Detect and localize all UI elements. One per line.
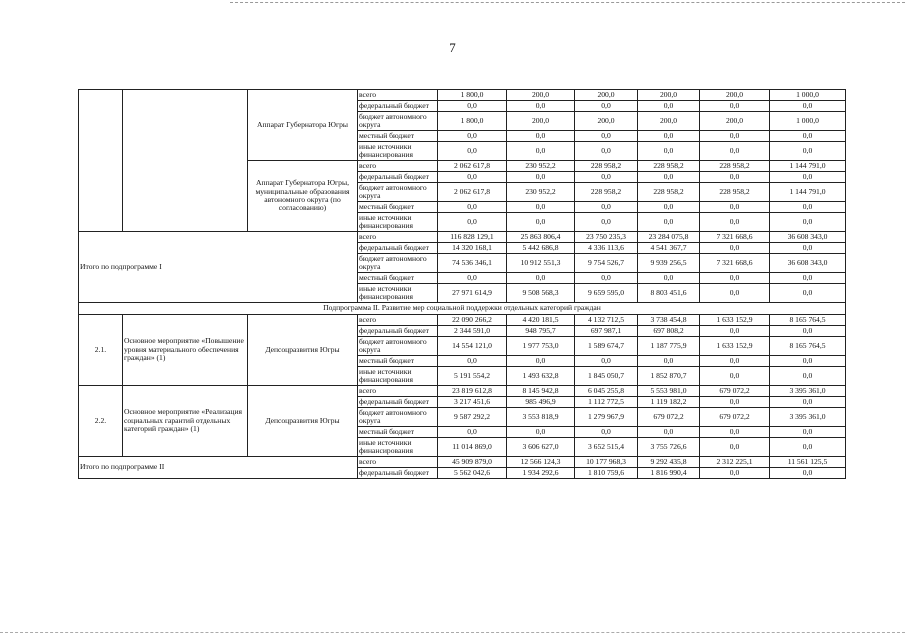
value-cell: 0,0 xyxy=(770,367,846,386)
value-cell: 36 608 343,0 xyxy=(770,232,846,243)
value-cell: 4 420 181,5 xyxy=(507,315,575,326)
value-cell: 228 958,2 xyxy=(700,161,770,172)
value-cell: 3 395 361,0 xyxy=(770,408,846,427)
value-cell: 11 561 125,5 xyxy=(770,457,846,468)
value-cell: 0,0 xyxy=(507,356,575,367)
value-cell: 985 496,9 xyxy=(507,397,575,408)
value-cell: 1 144 791,0 xyxy=(770,161,846,172)
value-cell: 36 608 343,0 xyxy=(770,254,846,273)
value-cell: 1 845 050,7 xyxy=(575,367,638,386)
value-cell: 0,0 xyxy=(700,438,770,457)
value-cell: 1 279 967,9 xyxy=(575,408,638,427)
value-cell: 0,0 xyxy=(438,142,507,161)
source-label: бюджет автономного округа xyxy=(358,183,438,202)
value-cell: 0,0 xyxy=(575,356,638,367)
value-cell: 2 344 591,0 xyxy=(438,326,507,337)
value-cell: 1 800,0 xyxy=(438,90,507,101)
value-cell: 1 934 292,6 xyxy=(507,468,575,479)
value-cell: 1 977 753,0 xyxy=(507,337,575,356)
table-row xyxy=(79,232,846,243)
value-cell: 1 633 152,9 xyxy=(700,315,770,326)
scan-top-edge xyxy=(230,2,905,3)
value-cell: 10 912 551,3 xyxy=(507,254,575,273)
value-cell: 0,0 xyxy=(638,131,700,142)
value-cell: 0,0 xyxy=(770,101,846,112)
value-cell: 0,0 xyxy=(700,131,770,142)
value-cell: 228 958,2 xyxy=(638,161,700,172)
source-label: бюджет автономного округа xyxy=(358,254,438,273)
value-cell: 0,0 xyxy=(700,356,770,367)
value-cell: 1 000,0 xyxy=(770,90,846,101)
source-label: федеральный бюджет xyxy=(358,397,438,408)
value-cell: 0,0 xyxy=(700,367,770,386)
value-cell: 2 312 225,1 xyxy=(700,457,770,468)
value-cell: 3 738 454,8 xyxy=(638,315,700,326)
value-cell: 200,0 xyxy=(638,112,700,131)
value-cell: 697 987,1 xyxy=(575,326,638,337)
value-cell: 0,0 xyxy=(438,273,507,284)
value-cell: 5 191 554,2 xyxy=(438,367,507,386)
value-cell: 9 659 595,0 xyxy=(575,284,638,303)
value-cell: 0,0 xyxy=(700,202,770,213)
value-cell: 22 090 266,2 xyxy=(438,315,507,326)
value-cell: 8 165 764,5 xyxy=(770,337,846,356)
value-cell: 0,0 xyxy=(770,131,846,142)
value-cell: 0,0 xyxy=(438,427,507,438)
value-cell: 5 562 042,6 xyxy=(438,468,507,479)
value-cell: 11 014 869,0 xyxy=(438,438,507,457)
value-cell: 0,0 xyxy=(575,142,638,161)
value-cell: 0,0 xyxy=(507,131,575,142)
measure-number: 2.2. xyxy=(79,386,123,457)
value-cell: 0,0 xyxy=(438,172,507,183)
source-label: бюджет автономного округа xyxy=(358,408,438,427)
value-cell: 5 442 686,8 xyxy=(507,243,575,254)
value-cell: 0,0 xyxy=(700,397,770,408)
value-cell: 0,0 xyxy=(638,172,700,183)
value-cell: 0,0 xyxy=(700,172,770,183)
value-cell: 25 863 806,4 xyxy=(507,232,575,243)
value-cell: 0,0 xyxy=(770,142,846,161)
value-cell: 0,0 xyxy=(700,326,770,337)
source-label: всего xyxy=(358,232,438,243)
value-cell: 9 754 526,7 xyxy=(575,254,638,273)
source-label: местный бюджет xyxy=(358,273,438,284)
value-cell: 3 755 726,6 xyxy=(638,438,700,457)
value-cell: 0,0 xyxy=(507,101,575,112)
value-cell: 1 493 632,8 xyxy=(507,367,575,386)
value-cell: 0,0 xyxy=(770,273,846,284)
table-body xyxy=(79,90,846,479)
value-cell: 0,0 xyxy=(507,172,575,183)
value-cell: 228 958,2 xyxy=(575,183,638,202)
value-cell: 679 072,2 xyxy=(638,408,700,427)
source-label: иные источники финансирования xyxy=(358,438,438,457)
value-cell: 0,0 xyxy=(770,397,846,408)
source-label: местный бюджет xyxy=(358,427,438,438)
value-cell: 5 553 981,0 xyxy=(638,386,700,397)
value-cell: 1 112 772,5 xyxy=(575,397,638,408)
value-cell: 3 606 627,0 xyxy=(507,438,575,457)
value-cell: 27 971 614,9 xyxy=(438,284,507,303)
value-cell: 1 187 775,9 xyxy=(638,337,700,356)
value-cell: 0,0 xyxy=(770,172,846,183)
value-cell: 0,0 xyxy=(507,273,575,284)
value-cell: 23 750 235,3 xyxy=(575,232,638,243)
scan-bottom-edge xyxy=(0,632,905,633)
value-cell: 8 165 764,5 xyxy=(770,315,846,326)
source-label: федеральный бюджет xyxy=(358,243,438,254)
table-row xyxy=(79,457,846,468)
value-cell: 1 800,0 xyxy=(438,112,507,131)
executor-cell: Аппарат Губернатора Югры xyxy=(248,90,358,161)
value-cell: 3 553 818,9 xyxy=(507,408,575,427)
value-cell: 9 939 256,5 xyxy=(638,254,700,273)
value-cell: 14 320 168,1 xyxy=(438,243,507,254)
value-cell: 1 816 990,4 xyxy=(638,468,700,479)
value-cell: 14 554 121,0 xyxy=(438,337,507,356)
value-cell: 116 828 129,1 xyxy=(438,232,507,243)
source-label: всего xyxy=(358,386,438,397)
source-label: всего xyxy=(358,457,438,468)
value-cell: 1 144 791,0 xyxy=(770,183,846,202)
value-cell: 0,0 xyxy=(575,427,638,438)
value-cell: 228 958,2 xyxy=(700,183,770,202)
table-row xyxy=(79,315,846,326)
value-cell: 3 652 515,4 xyxy=(575,438,638,457)
source-label: бюджет автономного округа xyxy=(358,337,438,356)
value-cell: 0,0 xyxy=(507,213,575,232)
value-cell: 0,0 xyxy=(770,427,846,438)
value-cell: 0,0 xyxy=(575,202,638,213)
value-cell: 7 321 668,6 xyxy=(700,254,770,273)
value-cell: 0,0 xyxy=(700,142,770,161)
value-cell: 12 566 124,3 xyxy=(507,457,575,468)
page-number: 7 xyxy=(449,40,456,55)
value-cell: 0,0 xyxy=(700,273,770,284)
table-row xyxy=(79,303,846,315)
value-cell: 2 062 617,8 xyxy=(438,161,507,172)
subtotal-label: Итого по подпрограмме I xyxy=(79,232,358,303)
value-cell: 8 803 451,6 xyxy=(638,284,700,303)
value-cell: 200,0 xyxy=(700,90,770,101)
source-label: федеральный бюджет xyxy=(358,326,438,337)
source-label: бюджет автономного округа xyxy=(358,112,438,131)
value-cell: 228 958,2 xyxy=(575,161,638,172)
source-label: иные источники финансирования xyxy=(358,142,438,161)
value-cell: 0,0 xyxy=(770,468,846,479)
value-cell: 0,0 xyxy=(700,101,770,112)
value-cell: 45 909 879,0 xyxy=(438,457,507,468)
measure-number: 2.1. xyxy=(79,315,123,386)
source-label: местный бюджет xyxy=(358,202,438,213)
source-label: всего xyxy=(358,90,438,101)
value-cell: 0,0 xyxy=(507,427,575,438)
value-cell: 0,0 xyxy=(700,284,770,303)
value-cell: 0,0 xyxy=(700,213,770,232)
value-cell: 10 177 968,3 xyxy=(575,457,638,468)
value-cell: 200,0 xyxy=(638,90,700,101)
value-cell: 23 284 075,8 xyxy=(638,232,700,243)
value-cell: 228 958,2 xyxy=(638,183,700,202)
measure-name-cell xyxy=(123,90,248,232)
value-cell: 1 000,0 xyxy=(770,112,846,131)
value-cell: 0,0 xyxy=(638,142,700,161)
value-cell: 1 589 674,7 xyxy=(575,337,638,356)
value-cell: 200,0 xyxy=(700,112,770,131)
value-cell: 200,0 xyxy=(575,90,638,101)
value-cell: 0,0 xyxy=(770,284,846,303)
value-cell: 0,0 xyxy=(575,213,638,232)
value-cell: 0,0 xyxy=(770,356,846,367)
value-cell: 0,0 xyxy=(770,213,846,232)
value-cell: 2 062 617,8 xyxy=(438,183,507,202)
source-label: всего xyxy=(358,315,438,326)
value-cell: 0,0 xyxy=(438,213,507,232)
value-cell: 6 045 255,8 xyxy=(575,386,638,397)
value-cell: 697 808,2 xyxy=(638,326,700,337)
number-cell xyxy=(79,90,123,232)
value-cell: 0,0 xyxy=(770,438,846,457)
value-cell: 7 321 668,6 xyxy=(700,232,770,243)
value-cell: 1 852 870,7 xyxy=(638,367,700,386)
value-cell: 1 810 759,6 xyxy=(575,468,638,479)
value-cell: 0,0 xyxy=(638,101,700,112)
value-cell: 8 145 942,8 xyxy=(507,386,575,397)
measure-name: Основное мероприятие «Реализация социальных гарантий отдельных категорий граждан» (1) xyxy=(123,386,248,457)
value-cell: 200,0 xyxy=(575,112,638,131)
value-cell: 0,0 xyxy=(638,273,700,284)
source-label: местный бюджет xyxy=(358,356,438,367)
value-cell: 1 119 182,2 xyxy=(638,397,700,408)
value-cell: 0,0 xyxy=(700,427,770,438)
value-cell: 200,0 xyxy=(507,90,575,101)
financing-table xyxy=(78,89,846,479)
source-label: всего xyxy=(358,161,438,172)
value-cell: 23 819 612,8 xyxy=(438,386,507,397)
value-cell: 74 536 346,1 xyxy=(438,254,507,273)
source-label: федеральный бюджет xyxy=(358,172,438,183)
source-label: федеральный бюджет xyxy=(358,101,438,112)
source-label: иные источники финансирования xyxy=(358,284,438,303)
value-cell: 948 795,7 xyxy=(507,326,575,337)
source-label: федеральный бюджет xyxy=(358,468,438,479)
value-cell: 4 132 712,5 xyxy=(575,315,638,326)
value-cell: 230 952,2 xyxy=(507,161,575,172)
value-cell: 0,0 xyxy=(700,468,770,479)
value-cell: 3 395 361,0 xyxy=(770,386,846,397)
value-cell: 0,0 xyxy=(700,243,770,254)
value-cell: 0,0 xyxy=(575,273,638,284)
value-cell: 4 541 367,7 xyxy=(638,243,700,254)
executor-cell: Депсоцразвития Югры xyxy=(248,386,358,457)
value-cell: 9 587 292,2 xyxy=(438,408,507,427)
value-cell: 1 633 152,9 xyxy=(700,337,770,356)
table-row xyxy=(79,386,846,397)
source-label: иные источники финансирования xyxy=(358,367,438,386)
value-cell: 0,0 xyxy=(638,202,700,213)
value-cell: 0,0 xyxy=(575,131,638,142)
table-row xyxy=(79,90,846,101)
value-cell: 200,0 xyxy=(507,112,575,131)
value-cell: 0,0 xyxy=(575,172,638,183)
value-cell: 4 336 113,6 xyxy=(575,243,638,254)
value-cell: 0,0 xyxy=(638,427,700,438)
executor-cell: Аппарат Губернатора Югры, муниципальные образования автономного округа (по согласованию) xyxy=(248,161,358,232)
value-cell: 9 508 568,3 xyxy=(507,284,575,303)
value-cell: 679 072,2 xyxy=(700,386,770,397)
subprogram-header: Подпрограмма II. Развитие мер социальной поддержки отдельных категорий граждан xyxy=(79,303,846,315)
value-cell: 0,0 xyxy=(507,202,575,213)
value-cell: 230 952,2 xyxy=(507,183,575,202)
value-cell: 0,0 xyxy=(438,101,507,112)
measure-name: Основное мероприятие «Повышение уровня материального обеспечения граждан» (1) xyxy=(123,315,248,386)
value-cell: 0,0 xyxy=(638,356,700,367)
value-cell: 0,0 xyxy=(770,243,846,254)
value-cell: 679 072,2 xyxy=(700,408,770,427)
value-cell: 0,0 xyxy=(770,202,846,213)
value-cell: 9 292 435,8 xyxy=(638,457,700,468)
executor-cell: Депсоцразвития Югры xyxy=(248,315,358,386)
value-cell: 0,0 xyxy=(638,213,700,232)
source-label: местный бюджет xyxy=(358,131,438,142)
value-cell: 0,0 xyxy=(770,326,846,337)
value-cell: 3 217 451,6 xyxy=(438,397,507,408)
value-cell: 0,0 xyxy=(438,131,507,142)
source-label: иные источники финансирования xyxy=(358,213,438,232)
value-cell: 0,0 xyxy=(438,202,507,213)
subtotal-label: Итого по подпрограмме II xyxy=(79,457,358,479)
value-cell: 0,0 xyxy=(507,142,575,161)
value-cell: 0,0 xyxy=(438,356,507,367)
value-cell: 0,0 xyxy=(575,101,638,112)
